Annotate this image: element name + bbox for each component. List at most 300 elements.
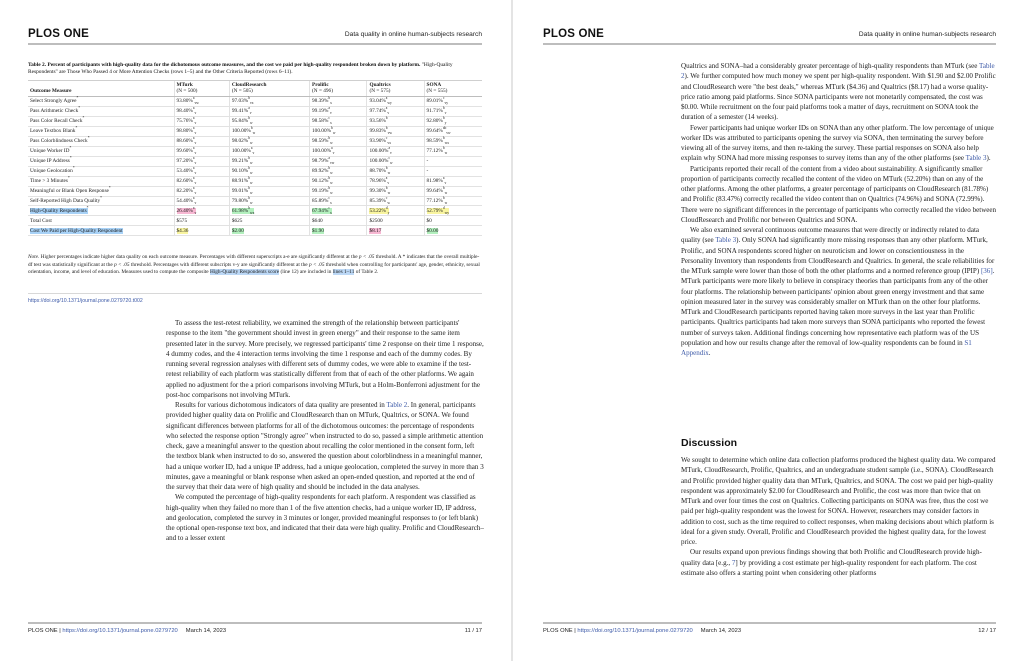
cell-value: 88.60% [176, 137, 193, 144]
superscript: a [192, 96, 195, 101]
cell-value: 95.84% [231, 118, 249, 125]
table-row [28, 136, 482, 146]
subscript: v [194, 210, 197, 215]
subscript: v [252, 150, 255, 155]
paragraph: We sought to determine which online data collection platforms produced the highest quality data. We compared MTurk, CloudResearch, Prolific, Qualtrics, and an undergraduate student sample (i.e., SONA). CloudResearch and Prolific provided higher quality data than MTurk, Qualtrics, and SONA. The cost we paid per high-quality respondent was approximately $2.00 for CloudResearch and Prolific, the cost was more than twice that on MTurk and over four times the cost on Qualtrics. Collecting participants on SONA was free, thus the cost we paid per high-quality respondent was the lowest for SONA. However, researchers may consider factors in addition to cost, such as the time required to collect responses, when making decisions about which platform is ideal for a given study. Overall, Prolific and CloudResearch provided the highest quality data, for the lowest price. [681, 456, 996, 546]
superscript: b [248, 196, 250, 201]
cell-value: 99.01% [231, 187, 249, 194]
subscript: v [194, 160, 197, 165]
cell-value: 98.40% [176, 108, 193, 115]
cell-value: $0 [426, 217, 432, 224]
note-text: threshold when controlling for participants' age, gender, ethnicity, sexual orientation, income, and level of education. Measures used to compute the composite [28, 261, 480, 275]
cell-value: 99.60% [176, 147, 193, 154]
table-cell [310, 116, 367, 126]
subscript: vw [329, 160, 335, 165]
journal-logo: PLOS ONE [543, 28, 605, 40]
subscript: vw [194, 101, 199, 106]
cell-value: 26.40% [176, 207, 193, 214]
table-row [28, 186, 482, 196]
superscript: c [328, 196, 330, 201]
table-cell [229, 126, 309, 136]
row-label [28, 116, 174, 126]
running-title: Data quality in online human-subjects research [858, 31, 996, 38]
row-label [28, 206, 174, 216]
table-cell [367, 226, 424, 236]
text-selection-highlight[interactable]: lines 1–11 [332, 269, 355, 275]
cell-value: - [426, 167, 429, 174]
table-cell [310, 126, 367, 136]
table-cell [424, 156, 482, 166]
table-cell [229, 96, 309, 106]
column-header-outcome [28, 81, 174, 97]
cell-value: 99.19% [312, 187, 329, 194]
body-text [681, 61, 997, 358]
table-cell [310, 106, 367, 116]
note-text: (line 12) are included in [279, 269, 333, 275]
p-value: p < .05 [358, 254, 375, 260]
table-cell [229, 186, 309, 196]
superscript: b [328, 136, 331, 141]
footer [543, 628, 741, 634]
row-label [28, 226, 174, 236]
superscript: a [192, 176, 195, 181]
sample-size: (N = 496) [312, 88, 333, 95]
subscript: v [194, 180, 197, 185]
table-3-link[interactable]: Table 3 [965, 154, 987, 163]
page-number: 11 / 17 [464, 628, 482, 634]
significance-mark: * [67, 176, 70, 181]
cell-value: 93.80% [176, 98, 193, 105]
subscript: w [249, 121, 253, 126]
row-label [28, 96, 174, 106]
sample-size: (N = 505) [231, 88, 253, 95]
superscript: b [328, 96, 331, 101]
superscript: b [328, 166, 331, 171]
cell-value: $2500 [369, 217, 383, 224]
table-note [28, 254, 483, 277]
table-cell [424, 106, 482, 116]
superscript: a [192, 146, 195, 151]
subscript: w [249, 200, 253, 205]
subscript: vy [444, 101, 449, 106]
superscript: b [248, 156, 250, 161]
table-cell [174, 126, 229, 136]
superscript: b [442, 146, 445, 151]
superscript: a [192, 156, 195, 161]
row-label-text: Unique Geolocation* [30, 166, 75, 174]
cell-value: $640 [312, 217, 323, 224]
paragraph: We computed the percentage of high-quality respondents for each platform. A respondent was classified as high-quality when they failed no more than 1 of the five attention checks, had a unique worker ID, IP address, and geolocation, completed the survey in 3 minutes or longer, provided meaningful responses to (or left blank) the optional open-response text box, and indicated that their data were high quality. Prolific and CloudResearch–and to a lesser extent [166, 493, 484, 543]
superscript: b [248, 96, 250, 101]
table-cell [424, 176, 482, 186]
superscript: c [385, 196, 388, 201]
table-cell [424, 226, 482, 236]
superscript: a [385, 176, 388, 181]
table-cell [424, 96, 482, 106]
footer-date: March 14, 2023 [185, 628, 227, 634]
superscript: b [331, 126, 333, 131]
table-cell [367, 146, 424, 156]
table-cell [174, 216, 229, 226]
table-cell [229, 196, 309, 206]
row-label-text: Self-Reported High Data Quality* [30, 196, 102, 204]
table-cell [310, 166, 367, 176]
table-cell [367, 216, 424, 226]
superscript: b [248, 116, 250, 121]
cell-value: $625 [231, 217, 243, 224]
sample-size: (N = 500) [176, 88, 198, 95]
text: Fewer participants had unique worker IDs on SONA than any other platform. The low percentage of unique worker IDs was attributed to participants opening the survey via SONA, then terminating the survey before viewing all of the survey items, and then re-taking the survey. These partial responses on SONA also help explain why SONA had more missing responses to survey items than any of the other platforms (see [681, 123, 994, 163]
significance-mark: * [69, 156, 72, 161]
table-cell [310, 186, 367, 196]
cell-value: 97.74% [369, 108, 386, 115]
subscript: x [329, 121, 332, 126]
subscript: w [330, 170, 333, 175]
table-cell [310, 206, 367, 216]
superscript: b [442, 136, 445, 141]
column-header-platform [367, 81, 424, 97]
superscript: c [328, 116, 330, 121]
cell-value: 91.71% [426, 108, 443, 115]
cell-value: 88.91% [231, 177, 249, 184]
citation-link[interactable]: [36] [980, 267, 993, 275]
table-3-link[interactable]: Table 3 [715, 236, 737, 245]
sample-size: (N = 555) [426, 88, 448, 95]
table-cell [174, 196, 229, 206]
table-cell [367, 166, 424, 176]
cell-value: 100.00% [312, 128, 332, 134]
cell-value: 99.83% [369, 128, 386, 134]
subscript: v [390, 150, 392, 155]
p-value: p < .05 [308, 261, 325, 268]
header-divider [28, 43, 482, 45]
subscript: v [332, 150, 335, 155]
cell-value: 93.90% [369, 137, 386, 144]
cell-value: 98.59% [426, 137, 443, 144]
paragraph: Participants reported their recall of the content from a video about sustainability. A significantly smaller proportion of participants correctly recalled the content of the video on MTurk (52.20%) than on any of the other platforms. Among the other platforms, a greater percentage of participants on CloudResearch (81.78%) and Prolific (83.47%) correctly recalled the video content than on Qualtrics (74.96%) and SONA (72.99%). There were no significant differences in the percentage of participants who correctly recalled the video between CloudResearch and Prolific nor between Qualtrics and SONA. [681, 164, 997, 224]
significance-mark: * [87, 136, 90, 141]
superscript: a [331, 146, 333, 151]
row-label [28, 176, 174, 186]
row-label-text: Pass Arithmetic Check* [30, 106, 81, 115]
table-row [28, 126, 482, 136]
column-name: Prolific [312, 82, 329, 88]
superscript: b [442, 186, 445, 191]
superscript: b [248, 176, 250, 181]
significance-mark: * [78, 106, 81, 111]
subscript: w [387, 170, 391, 175]
subscript: w [249, 180, 253, 185]
subscript: v [194, 200, 197, 205]
superscript: b [328, 176, 331, 181]
superscript: b [442, 116, 445, 121]
p-value: p < .05 [114, 261, 130, 268]
subscript: v [194, 190, 197, 195]
text-selection-highlight[interactable]: High-Quality Respondents score [209, 269, 280, 275]
significance-mark: * [76, 96, 79, 101]
subscript: w [252, 131, 256, 136]
table-cell [310, 136, 367, 146]
page-number: 12 / 17 [978, 628, 996, 634]
superscript: b [248, 186, 250, 191]
subscript: w [332, 131, 336, 136]
table-cell [424, 196, 482, 206]
superscript: a [385, 106, 388, 111]
subscript: v [194, 111, 197, 116]
subscript: v [249, 111, 252, 116]
superscript: a [388, 146, 391, 151]
superscript: a [192, 186, 195, 191]
body-text [166, 318, 484, 544]
cell-value: 67.94% [312, 207, 329, 214]
text: ). We further computed how much money we spent per high-quality respondent. With $1.90 and $2.00 Prolific and CloudResearch were "the best deals," whereas MTurk ($4.36) and Qualtrics ($8.17) had a worse quality-price ratio among paid platforms. Since SONA participants were not monetarily compensated, the cost was $0.00. While recruitment on the four paid platforms took a matter of days, recruitment on SONA took the duration of a semester (14 weeks). [681, 72, 996, 122]
cell-value: 90.12% [312, 177, 329, 184]
subscript: v [329, 111, 332, 116]
text: Qualtrics and SONA–had a considerably greater percentage of high-quality respondents than MTurk (see [681, 62, 980, 70]
column-name: MTurk [176, 82, 193, 88]
row-label [28, 106, 174, 116]
row-label-text: Time > 3 Minutes* [30, 176, 70, 184]
table-cell [367, 126, 424, 136]
cell-value: 98.80% [176, 128, 193, 134]
cell-value: 85.39% [369, 197, 386, 204]
footer-divider [28, 622, 482, 624]
subscript: w [330, 190, 333, 195]
superscript: a [192, 136, 195, 141]
significance-mark: * [100, 196, 102, 201]
table-cell [424, 186, 482, 196]
superscript: b [385, 116, 388, 121]
table-cell [174, 226, 229, 236]
table-caption-title: Percent of participants with high-quality data for the dichotomous outcome measures, and the cost we paid per high-quality respondent broken down by platform. [47, 62, 421, 68]
subscript: x [329, 210, 332, 215]
paragraph: To assess the test-retest reliability, we examined the strength of the relationship between participants' response to the item "the government should invest in green energy" and their response to the same item presented later in the survey. More precisely, we regressed participants' time 2 response on their time 1 response, 4 dummy codes, and the 4 interaction terms involving the time 1 response and each of the dummy codes. By running several regression analyses with different sets of dummy codes, we were able to examine if the test-retest reliability of each platform was statistically different from that of each of the other platforms. We again applied no adjustment for the a priori comparisons involving MTurk, but a Holm-Bonferroni adjustment for the post-hoc comparisons not involving MTurk. [166, 319, 484, 399]
superscript: d [442, 205, 445, 210]
superscript: a [248, 106, 250, 111]
table-cell [310, 96, 367, 106]
row-label [28, 126, 174, 136]
cell-value: $575 [176, 217, 188, 224]
note-text: threshold. Percentages with different subscripts v-y are significantly different at the [129, 261, 309, 268]
footer-doi-link[interactable]: https://doi.org/10.1371/journal.pone.0279720 [577, 628, 693, 634]
cell-value: 77.12% [426, 197, 443, 204]
subscript: w [387, 200, 391, 205]
table-row [28, 146, 482, 156]
superscript: b [248, 166, 250, 171]
cell-value: 75.76% [176, 118, 193, 125]
text: . [708, 349, 711, 357]
citation-link[interactable]: 7 [731, 558, 736, 567]
footer-divider [543, 622, 996, 624]
superscript: c [388, 156, 391, 161]
subscript: x [330, 101, 332, 106]
subscript: y [387, 210, 390, 215]
subscript: w [390, 160, 393, 165]
cell-value: $8.17 [369, 227, 382, 234]
table-row [28, 226, 482, 236]
journal-logo: PLOS ONE [28, 28, 90, 40]
column-name: Outcome Measure [30, 88, 72, 95]
subscript: x [329, 200, 332, 205]
table-cell [229, 166, 309, 176]
subscript: wx [444, 141, 450, 146]
significance-mark: * [82, 116, 85, 121]
cell-value: 88.70% [369, 167, 386, 174]
column-name: Qualtrics [369, 82, 391, 88]
table-cell [310, 176, 367, 186]
header-divider [543, 43, 996, 45]
table-cell [229, 116, 309, 126]
appendix-link[interactable]: S1 Appendix [681, 338, 972, 357]
row-label-text: Cost We Paid per High-Quality Respondent [30, 227, 123, 234]
sample-size: (N = 575) [369, 88, 391, 95]
superscript: ab [442, 126, 447, 131]
subscript: w [249, 141, 253, 146]
table-row [28, 196, 482, 206]
superscript: a [250, 146, 253, 151]
table-body [28, 96, 482, 236]
superscript: b [248, 205, 250, 210]
superscript: a [385, 96, 388, 101]
superscript: c [442, 96, 445, 101]
cell-value: 99.19% [312, 108, 329, 115]
table-cell [229, 226, 309, 236]
table-cell [310, 196, 367, 206]
table-cell [174, 96, 229, 106]
paragraph [681, 61, 997, 123]
cell-value: 93.56% [369, 118, 386, 125]
note-text: threshold. A * indicates that the overall multiple-df test was statistically significant at the [28, 254, 480, 268]
subscript: w [444, 150, 448, 155]
paragraph [681, 225, 997, 358]
significance-mark: * [69, 146, 72, 151]
text: ). [986, 154, 991, 163]
table-doi-link[interactable]: https://doi.org/10.1371/journal.pone.0279720.t002 [28, 298, 143, 304]
table-cell [174, 176, 229, 186]
table-caption [28, 62, 482, 77]
table-cell [229, 216, 309, 226]
table-row [28, 176, 482, 186]
paragraph [681, 547, 997, 578]
superscript: a [192, 166, 195, 171]
cell-value: 53.40% [176, 167, 193, 174]
superscript: b [248, 136, 250, 141]
superscript: c [385, 136, 388, 141]
superscript: a [442, 176, 445, 181]
cell-value: 99.64% [426, 187, 443, 194]
subscript: wy [444, 210, 450, 215]
column-header-platform [424, 81, 482, 97]
column-name: CloudResearch [231, 82, 267, 88]
table-cell [174, 106, 229, 116]
cell-value: 92.80% [426, 118, 443, 125]
results-table [28, 80, 482, 236]
note-label: Note. [28, 254, 40, 260]
table-cell [229, 146, 309, 156]
table-cell [310, 216, 367, 226]
text: ] by providing a cost estimate per high-quality respondent for each platform. The cost estimate also offers a starting point when considering other platforms [681, 558, 977, 577]
subscript: v [194, 141, 197, 146]
cell-value: $2.00 [231, 227, 244, 234]
table-cell [229, 176, 309, 186]
row-label [28, 146, 174, 156]
row-label [28, 136, 174, 146]
subscript: v [194, 170, 197, 175]
subscript: vw [387, 131, 392, 136]
text: Results for various dichotomous indicators of data quality are presented in [175, 401, 387, 409]
table-cell [367, 96, 424, 106]
subscript: w [387, 190, 391, 195]
table-cell [367, 196, 424, 206]
column-name: SONA [426, 82, 442, 88]
table-cell [424, 166, 482, 176]
cell-value: 98.02% [231, 137, 249, 144]
superscript: c [328, 205, 330, 210]
superscript: a [192, 196, 195, 201]
subscript: v [387, 111, 390, 116]
row-label-text: Unique IP Address* [30, 156, 72, 164]
table-2-link[interactable]: Table 2 [681, 62, 995, 81]
row-label-text: Leave Textbox Blank* [30, 126, 78, 134]
subscript: v [444, 111, 447, 116]
cell-value: 98.58% [312, 118, 329, 125]
subscript: v [194, 150, 197, 155]
cell-value: 79.80% [231, 197, 249, 204]
cell-value: 100.00% [312, 147, 332, 154]
table-cell [310, 156, 367, 166]
table-cell [174, 156, 229, 166]
text: Our results expand upon previous findings showing that both Prolific and CloudResearch provide high-quality data [e.g., [681, 548, 982, 567]
table-cell [174, 136, 229, 146]
significance-mark: * [86, 205, 89, 210]
subscript: v [444, 180, 447, 185]
cell-value: $1.90 [312, 227, 324, 234]
column-header-platform [310, 81, 367, 97]
subscript: v [387, 180, 390, 185]
cell-value: 77.12% [426, 147, 443, 154]
cell-value: 61.98% [231, 207, 249, 214]
table-caption-text: "High-Quality Respondents" are Those Who Passed 4 or More Attention Checks (rows 1–5) and the Other Criteria Reported (rows 6–11). [28, 62, 453, 76]
footer-date: March 14, 2023 [700, 628, 742, 634]
cell-value: 52.79% [426, 207, 443, 214]
superscript: a [192, 205, 195, 210]
cell-value: 100.00% [231, 128, 251, 134]
subscript: wx [249, 210, 255, 215]
subscript: v [194, 131, 197, 136]
footer-brand: PLOS ONE | [543, 628, 578, 634]
cell-value: 97.03% [231, 98, 249, 105]
footer-doi-link[interactable]: https://doi.org/10.1371/journal.pone.0279720 [62, 628, 178, 634]
cell-value: 99.21% [231, 157, 249, 164]
table-cell [229, 156, 309, 166]
superscript: b [385, 166, 388, 171]
subscript: vx [387, 141, 391, 146]
row-label-text: High-Quality Respondents* [30, 205, 89, 214]
cell-value: 54.40% [176, 197, 193, 204]
superscript: b [442, 196, 445, 201]
table-row [28, 156, 482, 166]
table-cell [367, 206, 424, 216]
table-2-link[interactable]: Table 2 [386, 401, 408, 409]
cell-value: 99.41% [231, 108, 249, 115]
running-title: Data quality in online human-subjects research [344, 31, 482, 38]
body-text [681, 455, 997, 578]
paragraph [681, 123, 997, 164]
table-row [28, 106, 482, 116]
subscript: y [444, 121, 447, 126]
superscript: b [250, 126, 253, 131]
cell-value: $0.00 [426, 227, 439, 234]
